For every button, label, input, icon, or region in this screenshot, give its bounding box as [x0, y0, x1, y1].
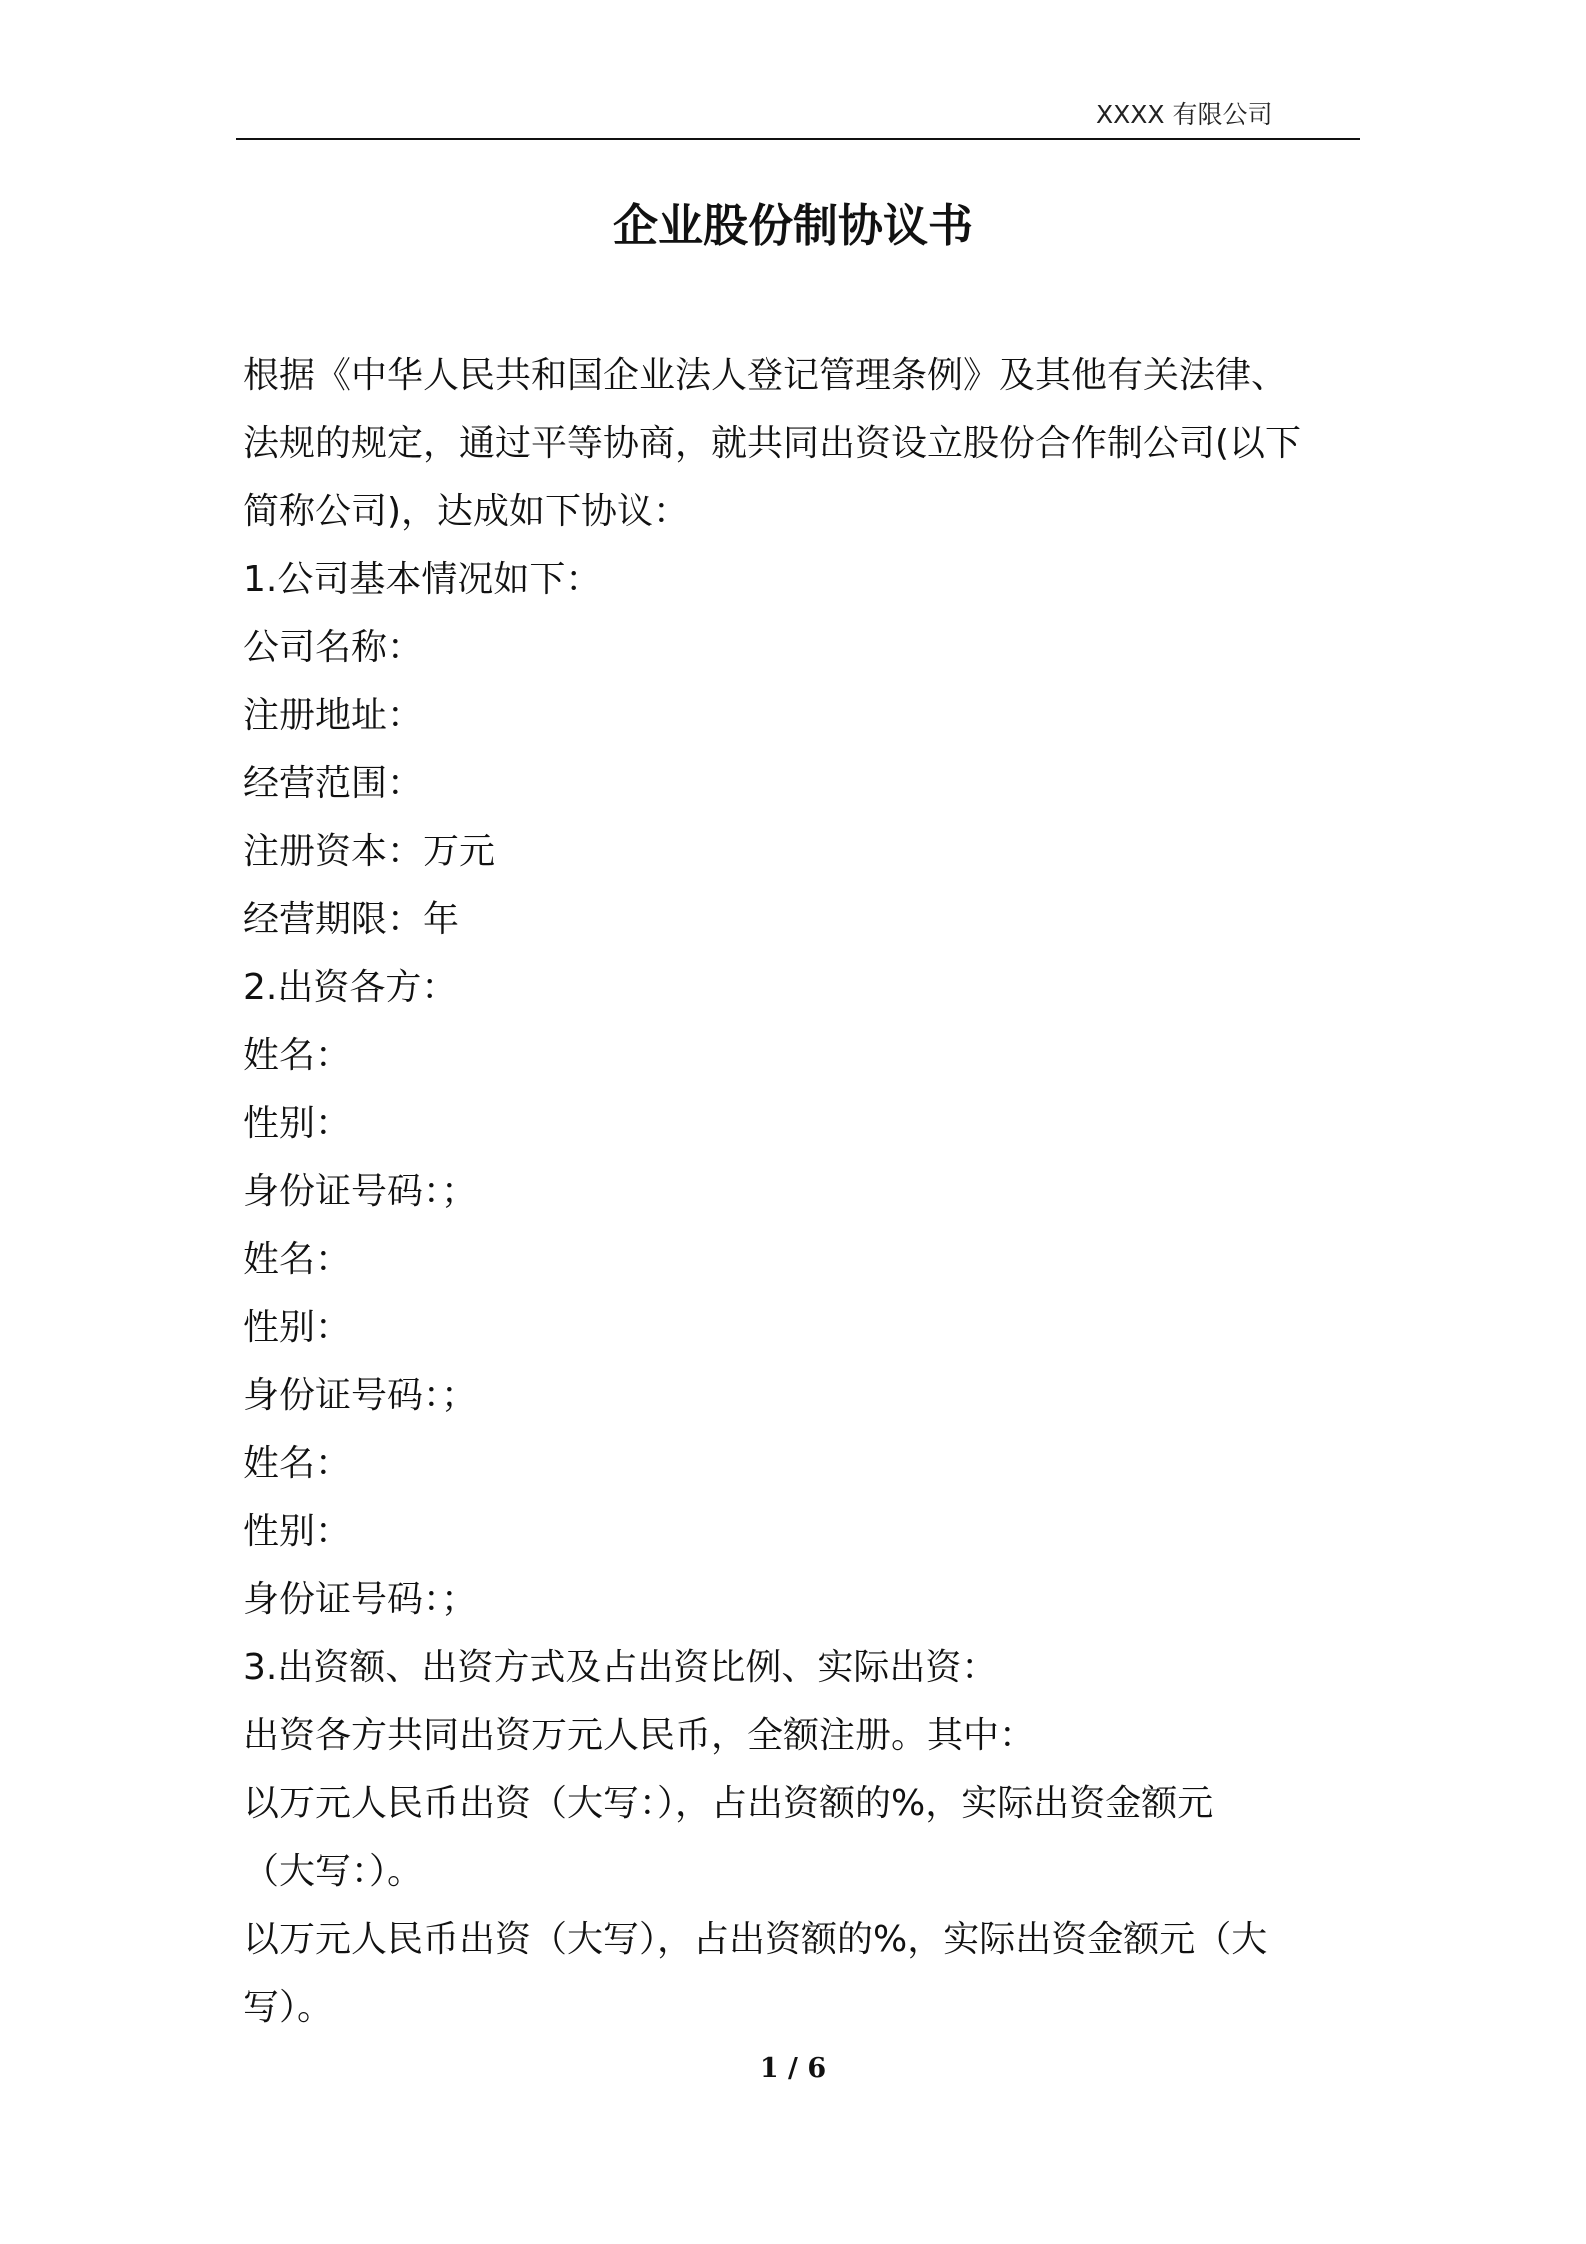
investor-name-field: 姓名：	[243, 1035, 352, 1076]
paragraph-line: 简称公司)，达成如下协议：	[243, 491, 690, 532]
header-divider	[236, 138, 1360, 140]
page-number: 1 / 6	[759, 2053, 827, 2084]
registered-address-field: 注册地址：	[243, 695, 424, 736]
business-scope-field: 经营范围：	[243, 763, 424, 804]
investor-gender-field: 性别：	[243, 1103, 352, 1144]
section-heading-1: 1.公司基本情况如下：	[243, 559, 602, 600]
operating-term-field: 经营期限：年	[243, 899, 460, 940]
paragraph-line: 出资各方共同出资万元人民币，全额注册。其中：	[243, 1715, 1036, 1756]
investor-id-field: 身份证号码：；	[243, 1375, 478, 1416]
investor-id-field: 身份证号码：；	[243, 1171, 478, 1212]
investor-name-field: 姓名：	[243, 1443, 352, 1484]
investor-gender-field: 性别：	[243, 1307, 352, 1348]
paragraph-line: 法规的规定，通过平等协商，就共同出资设立股份合作制公司(以下	[243, 423, 1302, 464]
investor-gender-field: 性别：	[243, 1511, 352, 1552]
document-title: 企业股份制协议书	[612, 199, 973, 252]
paragraph-line: （大写：）。	[243, 1851, 424, 1892]
company-name-field: 公司名称：	[243, 627, 424, 668]
document-body	[243, 342, 1353, 2042]
registered-capital-field: 注册资本：万元	[243, 831, 496, 872]
investor-name-field: 姓名：	[243, 1239, 352, 1280]
investor-id-field: 身份证号码：；	[243, 1579, 478, 1620]
paragraph-line: 根据《中华人民共和国企业法人登记管理条例》及其他有关法律、	[243, 355, 1288, 396]
header-company-name: XXXX 有限公司	[1096, 100, 1273, 129]
section-heading-3: 3.出资额、出资方式及占出资比例、实际出资：	[243, 1647, 998, 1688]
paragraph-line: 写）。	[243, 1987, 334, 2028]
paragraph-line: 以万元人民币出资（大写：），占出资额的%，实际出资金额元	[243, 1783, 1214, 1824]
paragraph-line: 以万元人民币出资（大写），占出资额的%，实际出资金额元（大	[243, 1919, 1268, 1960]
section-heading-2: 2.出资各方：	[243, 967, 458, 1008]
